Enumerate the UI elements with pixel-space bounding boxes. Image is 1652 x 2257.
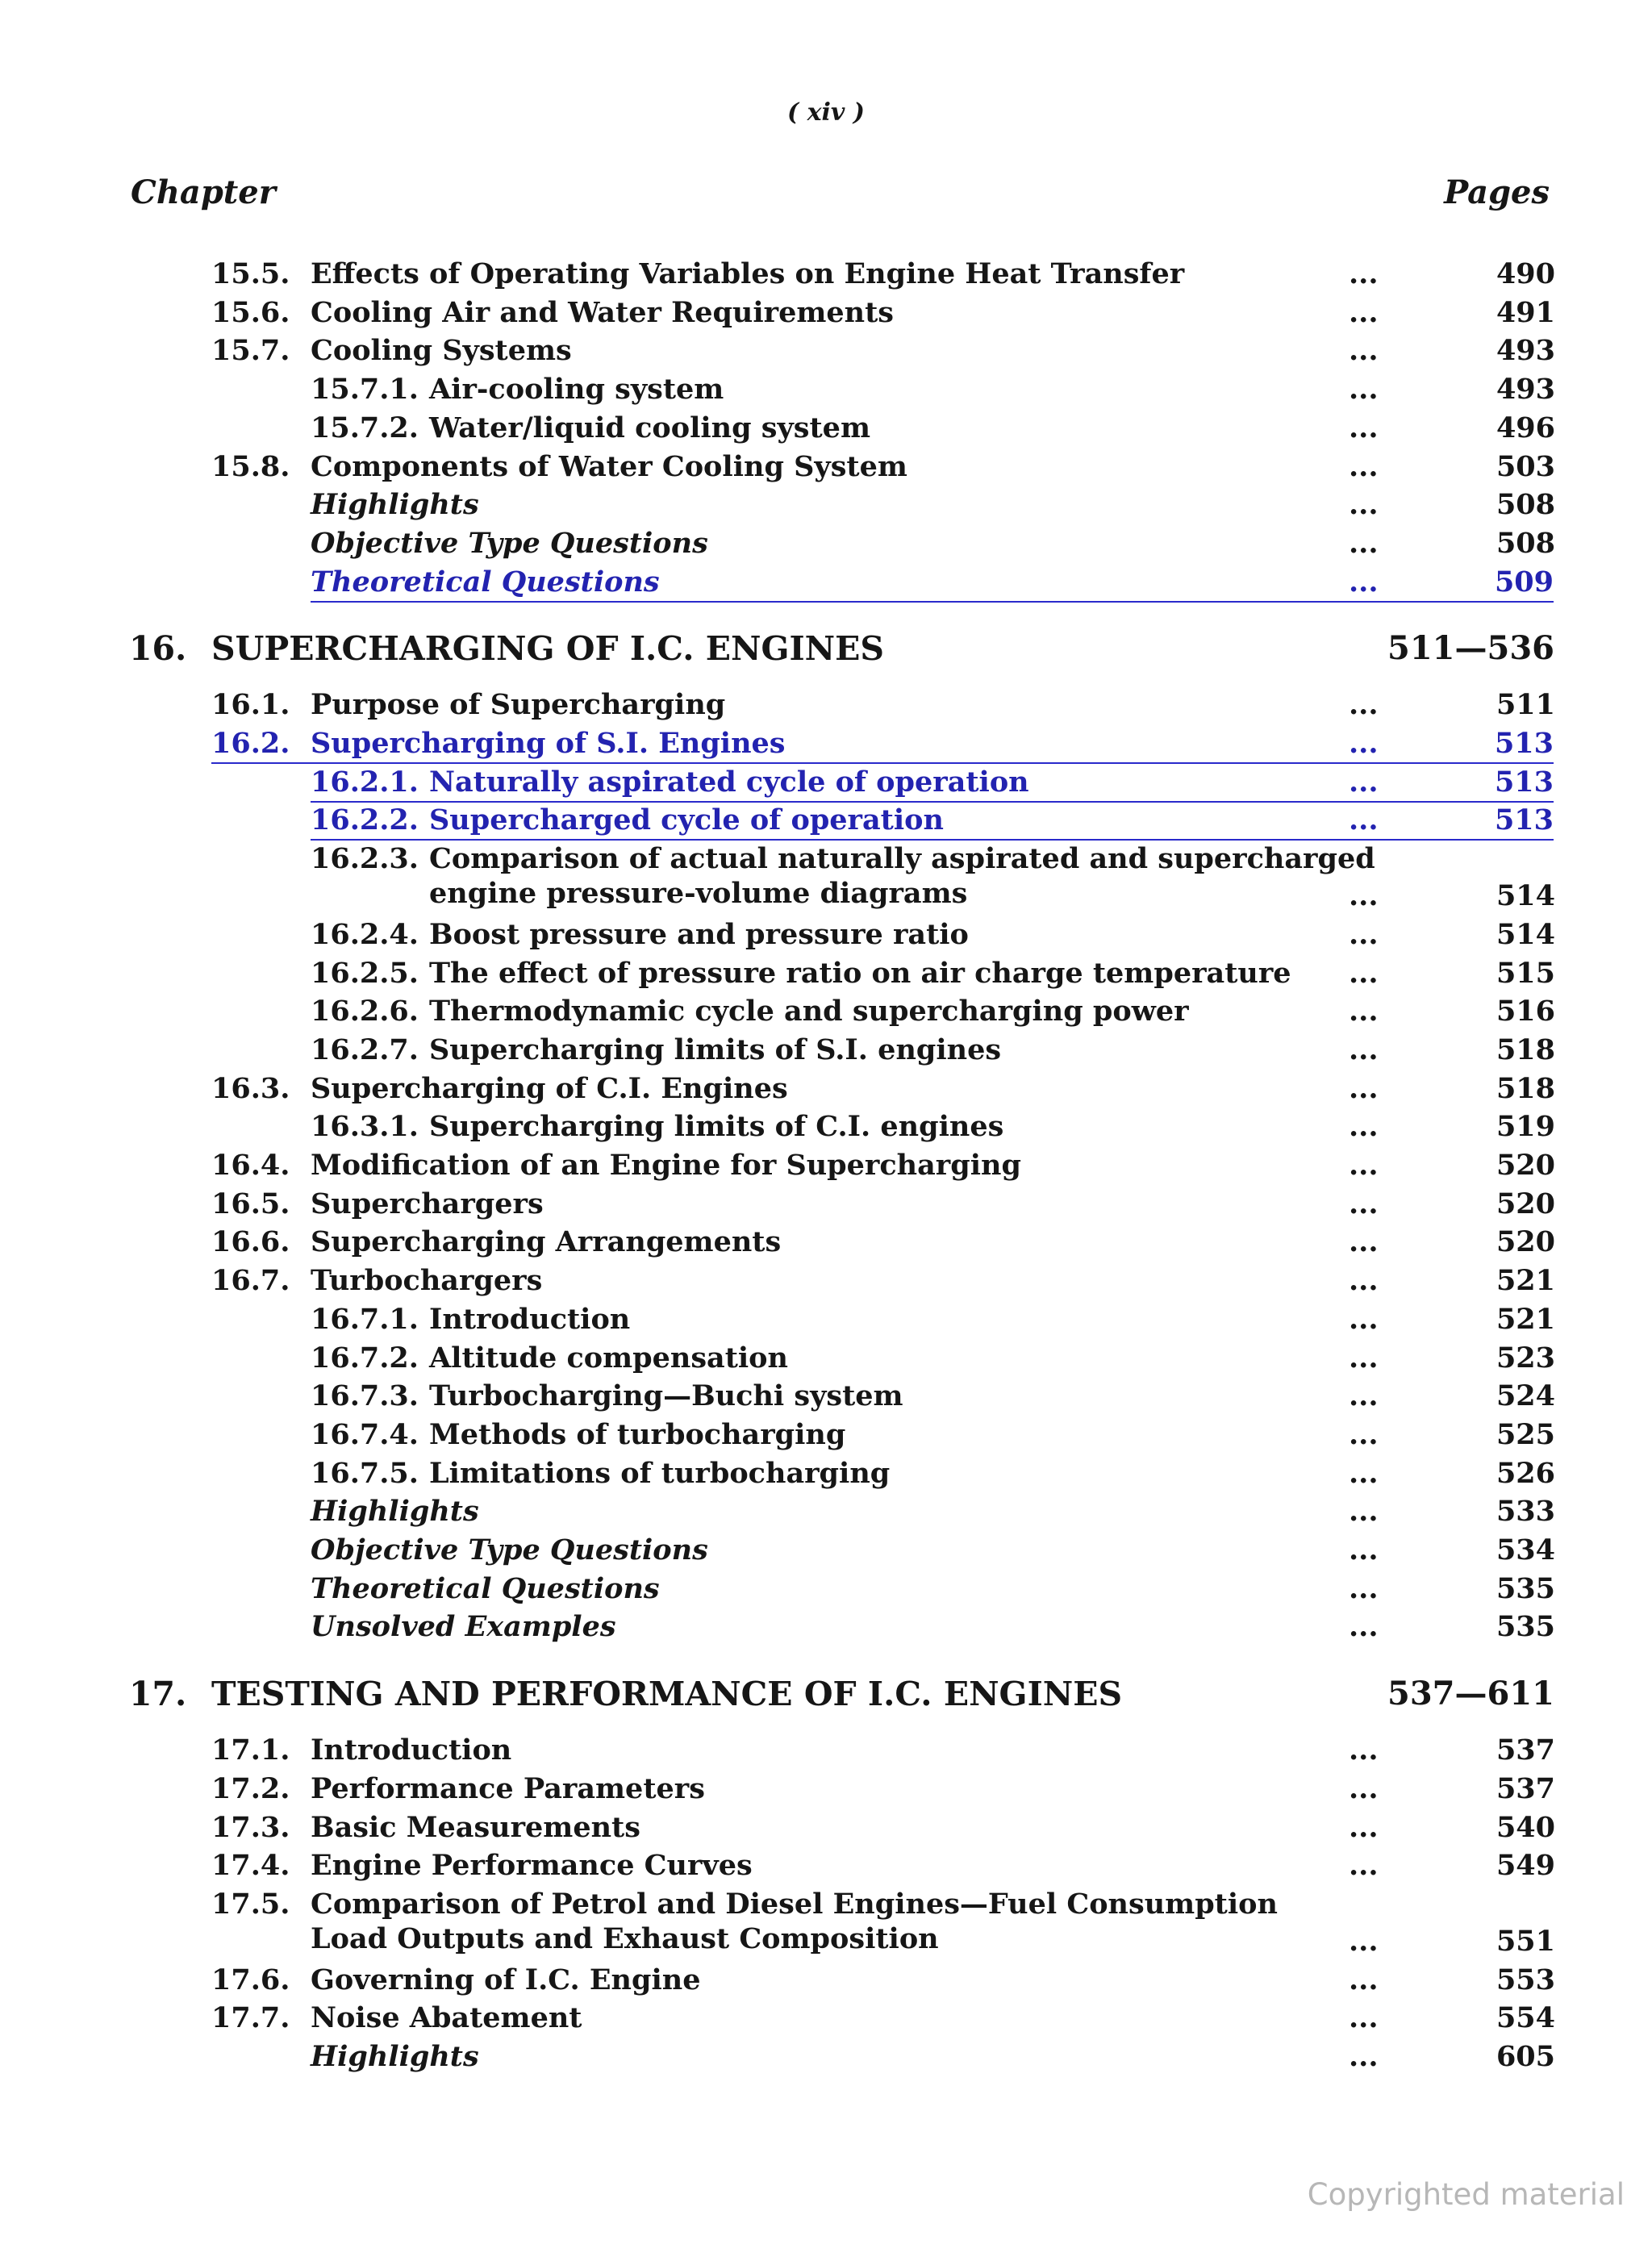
page-number: 490 [1496,257,1555,290]
section-title: Altitude compensation [429,1341,788,1375]
section-number: 15.7.1. [311,373,419,407]
chapter-number: 17. [129,1675,187,1714]
dot-leader: ... [1349,1341,1379,1375]
dot-leader: ... [1349,2001,1379,2035]
section-title: Turbochargers [311,1264,543,1298]
page-number: 554 [1496,2001,1555,2035]
page-number: 523 [1496,1341,1555,1375]
page-number: 508 [1496,526,1555,560]
chapter-page-range: 537—611 [1387,1675,1554,1713]
chapter-number: 16. [129,629,187,669]
section-title: Performance Parameters [311,1771,705,1805]
page-number: 520 [1496,1187,1555,1220]
dot-leader: ... [1349,917,1379,951]
dot-leader: ... [1349,1456,1379,1490]
toc-entry[interactable] [0,1222,1652,1261]
dot-leader: ... [1349,1110,1379,1144]
toc-entry[interactable] [0,1376,1652,1415]
page-number: 551 [1496,1924,1555,1958]
section-number: 17.4. [211,1849,290,1883]
section-title: Limitations of turbocharging [429,1456,891,1490]
page-number: 534 [1496,1533,1555,1567]
dot-leader: ... [1349,488,1379,522]
section-title: Highlights [311,2040,479,2073]
page-number: 513 [1494,727,1554,760]
section-title: Cooling Air and Water Requirements [311,295,895,329]
toc-entry[interactable] [0,1884,1652,1923]
toc-entry[interactable] [311,762,1554,803]
section-title: Water/liquid cooling system [429,411,870,444]
dot-leader: ... [1349,1533,1379,1567]
page-number: 537 [1496,1771,1555,1805]
section-number: 17.6. [211,1963,290,1996]
section-title: Theoretical Questions [311,1571,660,1605]
section-title: Cooling Systems [311,334,572,368]
section-title: Supercharging limits of C.I. engines [429,1110,1004,1144]
dot-leader: ... [1349,1571,1379,1605]
section-title: Governing of I.C. Engine [311,1963,701,1996]
section-title: Introduction [429,1302,631,1336]
section-title: Objective Type Questions [311,526,708,560]
section-number: 17.7. [211,2001,290,2035]
section-number: 16.2.5. [311,956,419,990]
toc-entry[interactable] [0,1998,1652,2037]
page-number: 533 [1496,1495,1555,1529]
dot-leader: ... [1349,1225,1379,1259]
chapter-heading[interactable] [129,1670,1554,1718]
section-title: Engine Performance Curves [311,1849,753,1883]
dot-leader: ... [1349,449,1379,483]
page-number: 493 [1496,373,1555,407]
section-number: 16.2.4. [311,917,419,951]
section-title: Purpose of Supercharging [311,688,726,722]
dot-leader: ... [1349,257,1379,290]
chapter-page-range: 511—536 [1387,629,1554,668]
toc-entry[interactable] [0,1454,1652,1492]
page-number: 508 [1496,488,1555,522]
dot-leader: ... [1349,1963,1379,1996]
toc-entry[interactable] [0,1107,1652,1145]
page-number: 526 [1496,1456,1555,1490]
section-title: Comparison of Petrol and Diesel Engines—Fuel Consumption [311,1887,1278,1921]
section-title: Supercharging Arrangements [311,1225,782,1259]
page-number: 524 [1496,1379,1555,1413]
toc-entry-leader-line [0,1921,1652,1960]
section-number: 17.5. [211,1887,290,1921]
section-number: 15.8. [211,449,290,483]
toc-entry[interactable] [0,953,1652,992]
page-folio: ( xiv ) [787,98,865,127]
dot-leader: ... [1349,1610,1379,1644]
section-number: 16.2.7. [311,1033,419,1066]
dot-leader: ... [1349,1379,1379,1413]
dot-leader: ... [1349,1417,1379,1451]
dot-leader: ... [1349,1149,1379,1182]
page-number: 535 [1496,1610,1555,1644]
dot-leader: ... [1349,1302,1379,1336]
section-title: Modification of an Engine for Supercharging [311,1149,1021,1182]
page-number: 553 [1496,1963,1555,1996]
section-number: 15.5. [211,257,290,290]
section-title: Methods of turbocharging [429,1417,846,1451]
toc-entry[interactable] [0,1491,1652,1530]
section-number: 16.7.2. [311,1341,419,1375]
dot-leader: ... [1349,956,1379,990]
toc-entry[interactable] [0,839,1652,878]
toc-entry[interactable] [0,1569,1652,1608]
toc-entry[interactable] [0,1607,1652,1646]
dot-leader: ... [1349,1071,1379,1105]
page-number: 519 [1496,1110,1555,1144]
section-title: Unsolved Examples [311,1610,616,1644]
page-number: 521 [1496,1302,1555,1336]
toc-entry[interactable] [0,1030,1652,1069]
section-title: Naturally aspirated cycle of operation [429,765,1029,799]
section-number: 17.2. [211,1771,290,1805]
page-number: 605 [1496,2040,1555,2073]
page-number: 515 [1496,956,1555,990]
toc-entry[interactable] [0,1415,1652,1454]
page-number: 514 [1496,917,1555,951]
toc-entry[interactable] [0,1730,1652,1769]
section-title: Objective Type Questions [311,1533,708,1567]
section-number: 16.1. [211,688,290,722]
section-title-continued: engine pressure-volume diagrams [429,876,968,910]
dot-leader: ... [1349,727,1379,760]
page-number: 525 [1496,1417,1555,1451]
dot-leader: ... [1349,1187,1379,1220]
toc-entry[interactable] [0,447,1652,486]
toc-entry[interactable] [211,724,1554,764]
section-title: Boost pressure and pressure ratio [429,917,969,951]
dot-leader: ... [1349,1495,1379,1529]
page-number: 540 [1496,1810,1555,1844]
toc-entry[interactable] [0,408,1652,447]
dot-leader: ... [1349,295,1379,329]
dot-leader: ... [1349,334,1379,368]
section-number: 16.2. [211,727,290,760]
section-number: 16.6. [211,1225,290,1259]
toc-entry[interactable] [0,1769,1652,1808]
dot-leader: ... [1349,688,1379,722]
toc-entry[interactable] [0,1300,1652,1338]
section-title: Basic Measurements [311,1810,640,1844]
section-number: 15.7.2. [311,411,419,444]
section-title: Turbocharging—Buchi system [429,1379,903,1413]
section-title: The effect of pressure ratio on air charge temperature [429,956,1291,990]
section-number: 16.2.6. [311,995,419,1028]
page-number: 521 [1496,1264,1555,1298]
dot-leader: ... [1349,1924,1379,1958]
section-number: 15.7. [211,334,290,368]
page-number: 549 [1496,1849,1555,1883]
page-number: 518 [1496,1033,1555,1066]
chapter-title: TESTING AND PERFORMANCE OF I.C. ENGINES [211,1675,1123,1714]
toc-entry[interactable] [0,524,1652,562]
section-title: Thermodynamic cycle and supercharging power [429,995,1189,1028]
dot-leader: ... [1349,373,1379,407]
toc-entry[interactable] [0,1338,1652,1377]
section-number: 16.2.1. [311,765,419,799]
page-number: 537 [1496,1733,1555,1767]
section-title: Effects of Operating Variables on Engine Heat Transfer [311,257,1185,290]
toc-entry[interactable] [0,2037,1652,2076]
page-number: 511 [1496,688,1555,722]
dot-leader: ... [1349,879,1379,913]
section-title: Highlights [311,1495,479,1529]
dot-leader: ... [1349,765,1379,799]
section-number: 17.3. [211,1810,290,1844]
section-title: Introduction [311,1733,512,1767]
section-number: 16.7. [211,1264,290,1298]
dot-leader: ... [1349,411,1379,444]
page-number: 509 [1494,565,1554,599]
page-number: 491 [1496,295,1555,329]
toc-entry[interactable] [0,331,1652,369]
chapter-column-heading: Chapter [131,173,276,211]
section-number: 16.4. [211,1149,290,1182]
section-number: 17.1. [211,1733,290,1767]
toc-entry[interactable] [0,1184,1652,1223]
section-title: Comparison of actual naturally aspirated and supercharged [429,842,1375,876]
page-number: 535 [1496,1571,1555,1605]
page-number: 496 [1496,411,1555,444]
chapter-title: SUPERCHARGING OF I.C. ENGINES [211,629,884,669]
toc-entry[interactable] [0,1069,1652,1108]
page-number: 503 [1496,449,1555,483]
section-number: 16.3.1. [311,1110,419,1144]
toc-entry-leader-line [0,876,1652,915]
toc-entry[interactable] [0,369,1652,408]
section-title: Noise Abatement [311,2001,582,2035]
dot-leader: ... [1349,1849,1379,1883]
dot-leader: ... [1349,526,1379,560]
toc-entry[interactable] [0,991,1652,1030]
toc-entry[interactable] [311,562,1554,603]
toc-entry[interactable] [0,1145,1652,1184]
dot-leader: ... [1349,1733,1379,1767]
section-title: Superchargers [311,1187,544,1220]
section-number: 16.2.3. [311,842,419,876]
section-title-continued: Load Outputs and Exhaust Composition [311,1921,939,1955]
page-number: 514 [1496,879,1555,913]
toc-entry[interactable] [0,254,1652,293]
chapter-heading[interactable] [129,624,1554,673]
section-title: Supercharging of C.I. Engines [311,1071,788,1105]
section-number: 16.2.2. [311,803,419,837]
section-number: 15.6. [211,295,290,329]
copyright-watermark: Copyrighted material [1307,2177,1625,2212]
toc-entry[interactable] [0,1808,1652,1846]
dot-leader: ... [1349,2040,1379,2073]
section-title: Supercharged cycle of operation [429,803,944,837]
page-number: 520 [1496,1225,1555,1259]
toc-entry[interactable] [0,1960,1652,1999]
dot-leader: ... [1349,803,1379,837]
section-number: 16.7.3. [311,1379,419,1413]
section-title: Theoretical Questions [311,565,660,599]
section-number: 16.7.4. [311,1417,419,1451]
section-title: Highlights [311,488,479,522]
dot-leader: ... [1349,1033,1379,1066]
dot-leader: ... [1349,565,1379,599]
dot-leader: ... [1349,1771,1379,1805]
section-number: 16.7.5. [311,1456,419,1490]
dot-leader: ... [1349,1264,1379,1298]
toc-entry[interactable] [0,1846,1652,1884]
section-title: Components of Water Cooling System [311,449,907,483]
dot-leader: ... [1349,995,1379,1028]
toc-entry[interactable] [0,685,1652,724]
page-number: 493 [1496,334,1555,368]
section-number: 16.5. [211,1187,290,1220]
toc-entry[interactable] [0,1530,1652,1569]
page-number: 513 [1494,803,1554,837]
section-number: 16.7.1. [311,1302,419,1336]
page-number: 516 [1496,995,1555,1028]
toc-entry[interactable] [0,915,1652,953]
section-title: Supercharging limits of S.I. engines [429,1033,1002,1066]
toc-entry[interactable] [311,800,1554,841]
toc-entry[interactable] [0,1261,1652,1300]
section-number: 16.3. [211,1071,290,1105]
section-title: Air-cooling system [429,373,724,407]
toc-entry[interactable] [0,485,1652,524]
page-number: 520 [1496,1149,1555,1182]
toc-entry[interactable] [0,293,1652,332]
dot-leader: ... [1349,1810,1379,1844]
pages-column-heading: Pages [1444,173,1550,211]
page-number: 518 [1496,1071,1555,1105]
section-title: Supercharging of S.I. Engines [311,727,786,760]
page-number: 513 [1494,765,1554,799]
